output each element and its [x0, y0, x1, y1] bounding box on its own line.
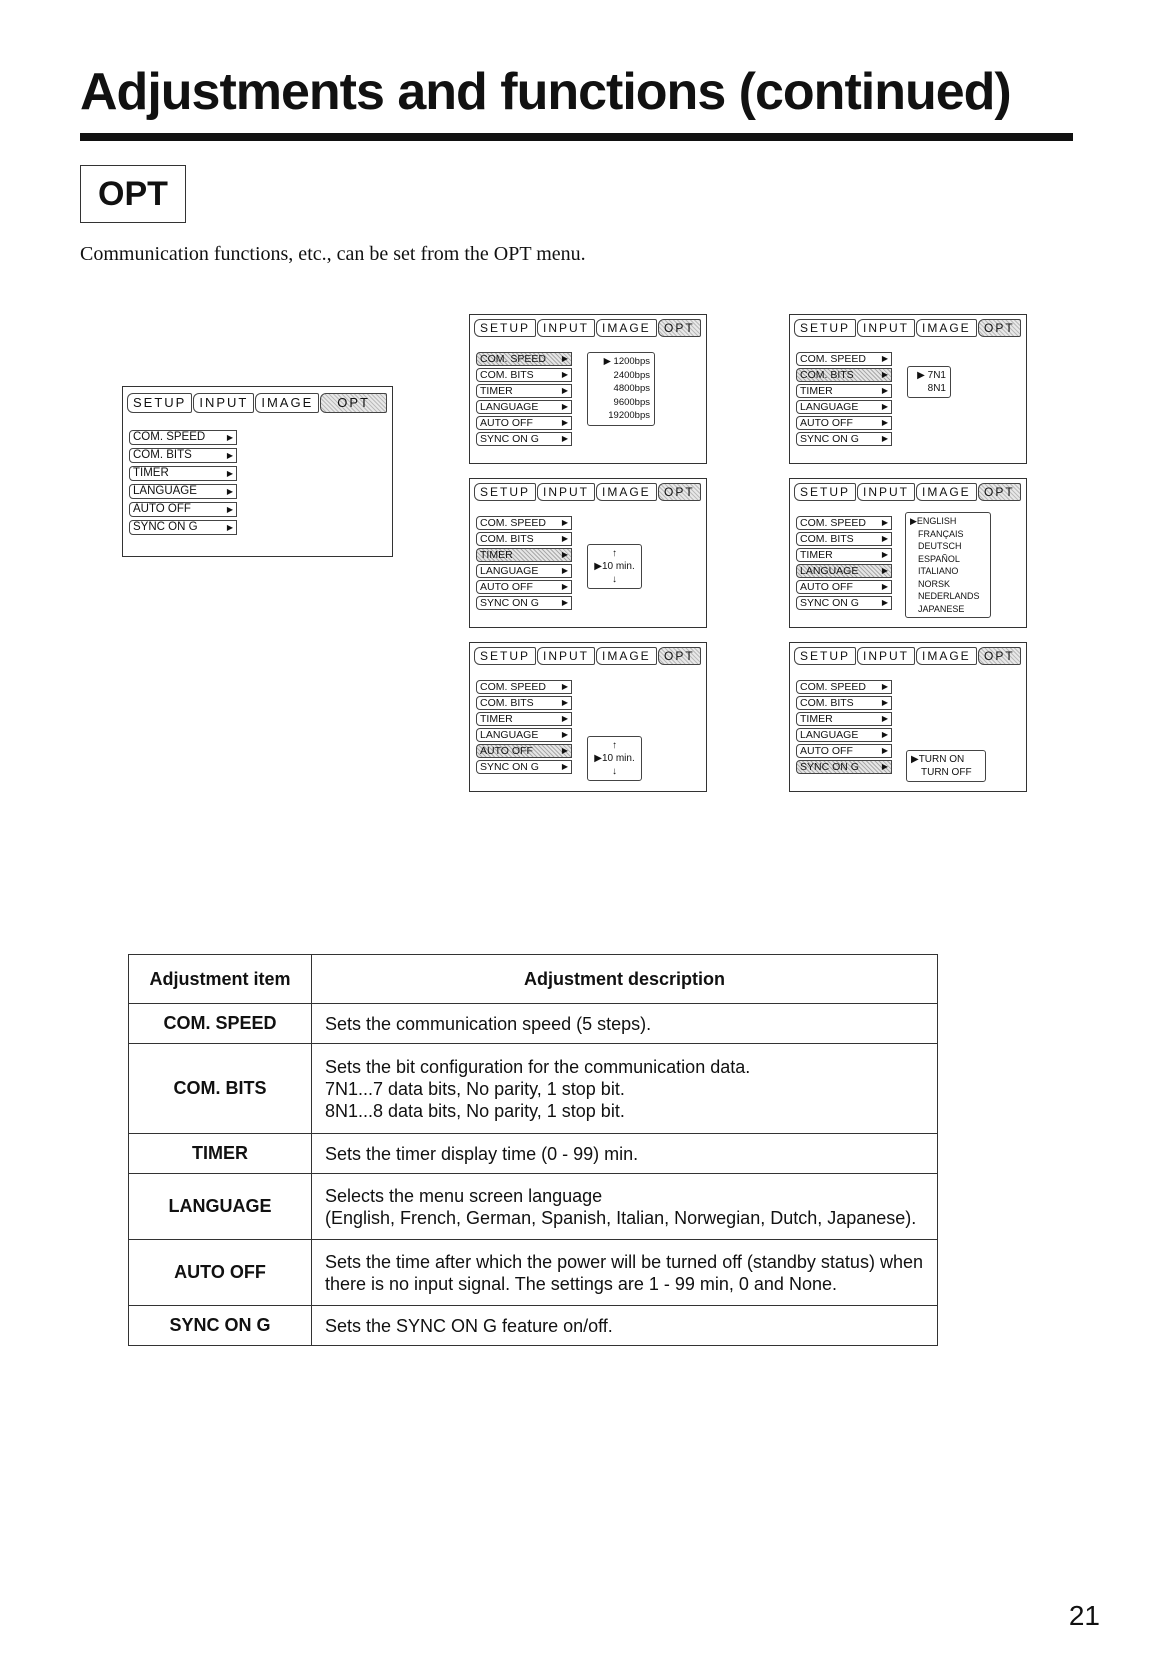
desc-line: 8N1...8 data bits, No parity, 1 stop bit.	[325, 1100, 625, 1121]
menu-item-timer[interactable]: TIMER ▶	[129, 466, 237, 481]
arrow-up-icon[interactable]: ↑	[612, 740, 617, 751]
row-desc-com-speed	[312, 1004, 938, 1044]
menu-item-com-bits[interactable]: COM. BITS ▶	[476, 696, 572, 710]
tab-setup[interactable]: SETUP	[127, 393, 192, 413]
desc-line: Sets the bit configuration for the communication data.	[325, 1056, 751, 1077]
desc-line: Sets the SYNC ON G feature on/off.	[325, 1315, 613, 1336]
option-8n1[interactable]: 8N1	[927, 383, 946, 394]
desc-line: Sets the time after which the power will be turned off (standby status) when	[325, 1251, 923, 1272]
row-item-com-speed: COM. SPEED	[129, 1004, 312, 1044]
menu-item-com-bits[interactable]: COM. BITS ▶	[476, 532, 572, 546]
row-item-timer: TIMER	[129, 1134, 312, 1174]
option-francais[interactable]: FRANÇAIS	[918, 528, 964, 539]
menu-item-timer[interactable]: TIMER ▶	[796, 548, 892, 562]
row-item-com-bits: COM. BITS	[129, 1044, 312, 1134]
option-19200bps[interactable]: 19200bps	[608, 410, 650, 421]
tab-setup[interactable]: SETUP	[474, 647, 536, 665]
menu-item-auto-off[interactable]: AUTO OFF ▶	[476, 744, 572, 758]
desc-line: there is no input signal. The settings are 1 - 99 min, 0 and None.	[325, 1273, 837, 1294]
menu-item-sync-on-g[interactable]: SYNC ON G ▶	[476, 596, 572, 610]
menu-item-timer[interactable]: TIMER ▶	[476, 712, 572, 726]
row-desc-com-bits	[312, 1044, 938, 1134]
table-row	[129, 1134, 938, 1174]
option-norsk[interactable]: NORSK	[918, 578, 951, 589]
timer-value[interactable]: ▶10 min.	[594, 561, 635, 572]
tab-setup[interactable]: SETUP	[794, 647, 856, 665]
table-row	[129, 1004, 938, 1044]
tab-input[interactable]: INPUT	[193, 393, 254, 413]
row-desc-auto-off	[312, 1240, 938, 1306]
menu-item-timer[interactable]: TIMER ▶	[796, 384, 892, 398]
menu-item-sync-on-g[interactable]: SYNC ON G ▶	[476, 760, 572, 774]
menu-item-language[interactable]: LANGUAGE ▶	[476, 400, 572, 414]
intro-text: Communication functions, etc., can be set from the OPT menu.	[80, 243, 586, 265]
table-row	[129, 1044, 938, 1134]
option-espanol[interactable]: ESPAÑOL	[918, 553, 960, 564]
tab-setup[interactable]: SETUP	[794, 319, 856, 337]
menu-item-com-speed[interactable]: COM. SPEED ▶	[796, 680, 892, 694]
menu-item-com-speed[interactable]: COM. SPEED ▶	[796, 352, 892, 366]
menu-item-com-speed[interactable]: COM. SPEED ▶	[476, 352, 572, 366]
menu-item-sync-on-g[interactable]: SYNC ON G ▶	[129, 520, 237, 535]
tab-image[interactable]: IMAGE	[596, 319, 657, 337]
menu-item-sync-on-g[interactable]: SYNC ON G ▶	[796, 596, 892, 610]
tab-input[interactable]: INPUT	[857, 319, 915, 337]
menu-item-timer[interactable]: TIMER ▶	[796, 712, 892, 726]
option-japanese[interactable]: JAPANESE	[918, 603, 965, 614]
menu-item-language[interactable]: LANGUAGE ▶	[476, 564, 572, 578]
row-desc-timer	[312, 1134, 938, 1174]
arrow-down-icon[interactable]: ↓	[612, 766, 617, 777]
opt-menu-timer	[469, 478, 707, 628]
menu-item-sync-on-g[interactable]: SYNC ON G ▶	[796, 432, 892, 446]
menu-item-timer[interactable]: TIMER ▶	[476, 548, 572, 562]
tab-opt[interactable]: OPT	[658, 483, 701, 501]
menu-item-auto-off[interactable]: AUTO OFF ▶	[129, 502, 237, 517]
row-item-language: LANGUAGE	[129, 1174, 312, 1240]
row-item-sync-on-g: SYNC ON G	[129, 1306, 312, 1346]
tab-image[interactable]: IMAGE	[916, 647, 977, 665]
option-9600bps[interactable]: 9600bps	[613, 396, 650, 408]
option-turn-on[interactable]: ▶TURN ON	[911, 754, 965, 765]
auto-off-value-box	[587, 736, 642, 781]
opt-menu-com-bits	[789, 314, 1027, 464]
opt-menu-main	[122, 386, 393, 557]
tab-input[interactable]: INPUT	[857, 483, 915, 501]
table-row	[129, 1306, 938, 1346]
menu-item-language[interactable]: LANGUAGE ▶	[476, 728, 572, 742]
sync-on-g-options	[906, 750, 986, 782]
tab-image[interactable]: IMAGE	[916, 483, 977, 501]
timer-value-box	[587, 544, 642, 589]
menu-item-sync-on-g[interactable]: SYNC ON G ▶	[476, 432, 572, 446]
menu-item-com-bits[interactable]: COM. BITS ▶	[796, 696, 892, 710]
option-italiano[interactable]: ITALIANO	[918, 566, 959, 576]
com-bits-options	[907, 366, 951, 398]
page-title: Adjustments and functions (continued)	[80, 63, 1011, 121]
desc-line: Sets the communication speed (5 steps).	[325, 1013, 652, 1034]
option-english[interactable]: ▶ENGLISH	[910, 516, 957, 526]
menu-item-auto-off[interactable]: AUTO OFF ▶	[796, 416, 892, 430]
table-header-row	[129, 955, 938, 1004]
option-deutsch[interactable]: DEUTSCH	[918, 541, 962, 551]
opt-menu-sync-on-g	[789, 642, 1027, 792]
menu-item-language[interactable]: LANGUAGE ▶	[796, 564, 892, 578]
tab-image[interactable]: IMAGE	[596, 647, 657, 665]
option-turn-off[interactable]: TURN OFF	[921, 767, 972, 778]
menu-item-com-speed[interactable]: COM. SPEED ▶	[476, 516, 572, 530]
title-rule	[80, 133, 1073, 141]
tab-input[interactable]: INPUT	[857, 647, 915, 665]
menu-item-auto-off[interactable]: AUTO OFF ▶	[476, 580, 572, 594]
menu-item-language[interactable]: LANGUAGE ▶	[796, 400, 892, 414]
table-row	[129, 1240, 938, 1306]
opt-menu-auto-off	[469, 642, 707, 792]
menu-item-com-bits[interactable]: COM. BITS ▶	[796, 368, 892, 382]
arrow-up-icon[interactable]: ↑	[612, 548, 617, 559]
menu-item-auto-off[interactable]: AUTO OFF ▶	[796, 580, 892, 594]
menu-item-auto-off[interactable]: AUTO OFF ▶	[796, 744, 892, 758]
menu-item-com-bits[interactable]: COM. BITS ▶	[796, 532, 892, 546]
page-number: 21	[1068, 1600, 1100, 1631]
language-options	[905, 512, 991, 618]
opt-menu-language	[789, 478, 1027, 628]
menu-item-com-bits[interactable]: COM. BITS ▶	[476, 368, 572, 382]
tab-setup[interactable]: SETUP	[474, 319, 536, 337]
menu-item-com-speed[interactable]: COM. SPEED ▶	[796, 516, 892, 530]
menu-item-auto-off[interactable]: AUTO OFF ▶	[476, 416, 572, 430]
adjustment-table	[128, 954, 938, 1346]
tab-opt[interactable]: OPT	[658, 647, 701, 665]
menu-item-timer[interactable]: TIMER ▶	[476, 384, 572, 398]
row-desc-language	[312, 1174, 938, 1240]
desc-line: (English, French, German, Spanish, Italian, Norwegian, Dutch, Japanese).	[325, 1207, 917, 1228]
tab-setup[interactable]: SETUP	[474, 483, 536, 501]
tab-opt[interactable]: OPT	[978, 483, 1021, 501]
option-2400bps[interactable]: 2400bps	[613, 369, 650, 381]
tab-input[interactable]: INPUT	[537, 319, 595, 337]
tab-image[interactable]: IMAGE	[255, 393, 319, 413]
tab-opt[interactable]: OPT	[978, 319, 1021, 337]
arrow-down-icon[interactable]: ↓	[612, 574, 617, 585]
tab-opt[interactable]: OPT	[320, 393, 387, 413]
menu-item-sync-on-g[interactable]: SYNC ON G ▶	[796, 760, 892, 774]
row-desc-sync-on-g	[312, 1306, 938, 1346]
row-item-auto-off: AUTO OFF	[129, 1240, 312, 1306]
menu-item-com-bits[interactable]: COM. BITS ▶	[129, 448, 237, 463]
menu-item-language[interactable]: LANGUAGE ▶	[796, 728, 892, 742]
table-row	[129, 1174, 938, 1240]
tab-opt[interactable]: OPT	[658, 319, 701, 337]
tab-setup[interactable]: SETUP	[794, 483, 856, 501]
option-nederlands[interactable]: NEDERLANDS	[918, 591, 980, 601]
auto-off-value[interactable]: ▶10 min.	[594, 753, 635, 764]
desc-line: Sets the timer display time (0 - 99) min.	[325, 1143, 639, 1164]
tab-opt[interactable]: OPT	[978, 647, 1021, 665]
menu-item-language[interactable]: LANGUAGE ▶	[129, 484, 237, 499]
option-7n1[interactable]: ▶ 7N1	[917, 370, 946, 381]
desc-line: Selects the menu screen language	[325, 1185, 603, 1206]
tab-input[interactable]: INPUT	[537, 647, 595, 665]
header-adjustment-item: Adjustment item	[129, 955, 312, 1004]
desc-line: 7N1...7 data bits, No parity, 1 stop bit.	[325, 1078, 625, 1099]
tab-image[interactable]: IMAGE	[596, 483, 657, 501]
tab-image[interactable]: IMAGE	[916, 319, 977, 337]
section-label: OPT	[80, 165, 186, 223]
opt-menu-com-speed	[469, 314, 707, 464]
menu-item-com-speed[interactable]: COM. SPEED ▶	[476, 680, 572, 694]
header-adjustment-description: Adjustment description	[312, 955, 938, 1004]
tab-input[interactable]: INPUT	[537, 483, 595, 501]
option-4800bps[interactable]: 4800bps	[613, 383, 650, 394]
com-speed-options	[587, 352, 655, 426]
option-1200bps[interactable]: ▶ 1200bps	[603, 356, 650, 367]
menu-item-com-speed[interactable]: COM. SPEED ▶	[129, 430, 237, 445]
